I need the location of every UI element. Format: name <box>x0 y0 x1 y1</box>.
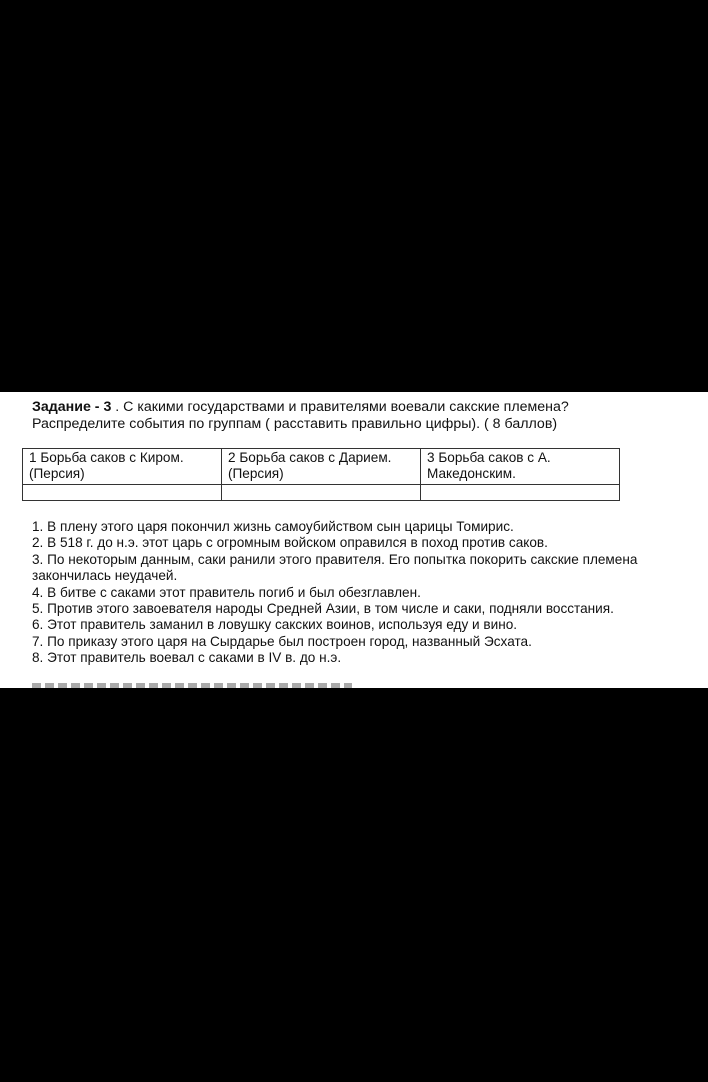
list-item: 5. Против этого завоевателя народы Средней Азии, в том числе и саки, подняли восстания. <box>32 601 614 617</box>
group-cell-cyrus <box>23 449 222 485</box>
list-item: 6. Этот правитель заманил в ловушку сакских воинов, используя еду и вино. <box>32 617 518 633</box>
group-cell-darius <box>222 449 421 485</box>
group-cell-alexander <box>421 449 620 485</box>
group-subtitle: (Персия) <box>228 466 284 481</box>
list-item: 3. По некоторым данным, саки ранили этого правителя. Его попытка покорить сакские племена закончилась неудачей. <box>32 551 638 584</box>
list-item: 7. По приказу этого царя на Сырдарье был построен город, названный Эсхата. <box>32 633 532 649</box>
events-list <box>32 519 682 667</box>
task-question-line <box>32 399 692 416</box>
group-subtitle: (Персия) <box>29 466 85 481</box>
groups-answer-row <box>23 485 620 501</box>
list-item: 4. В битве с саками этот правитель погиб и был обезглавлен. <box>32 584 421 600</box>
answer-cell-cyrus[interactable] <box>23 485 222 501</box>
answer-cell-darius[interactable] <box>222 485 421 501</box>
cropped-next-line <box>32 683 352 688</box>
group-subtitle: Македонским. <box>427 466 516 481</box>
list-item: 2. В 518 г. до н.э. этот царь с огромным войском оправился в поход против саков. <box>32 535 548 551</box>
task-number: Задание - 3 <box>32 399 112 415</box>
answer-cell-alexander[interactable] <box>421 485 620 501</box>
document-page <box>0 392 708 688</box>
group-title: 3 Борьба саков с А. <box>427 450 551 465</box>
task-instruction: Распределите события по группам ( расставить правильно цифры). ( 8 баллов) <box>32 416 558 432</box>
group-title: 2 Борьба саков с Дарием. <box>228 450 392 465</box>
task-heading <box>32 399 692 433</box>
task-question: . С какими государствами и правителями воевали сакские племена? <box>111 399 569 415</box>
groups-table <box>22 448 620 501</box>
list-item: 8. Этот правитель воевал с саками в IV в. до н.э. <box>32 650 342 666</box>
groups-header-row <box>23 449 620 485</box>
list-item: 1. В плену этого царя покончил жизнь самоубийством сын царицы Томирис. <box>32 519 514 534</box>
group-title: 1 Борьба саков с Киром. <box>29 450 184 465</box>
